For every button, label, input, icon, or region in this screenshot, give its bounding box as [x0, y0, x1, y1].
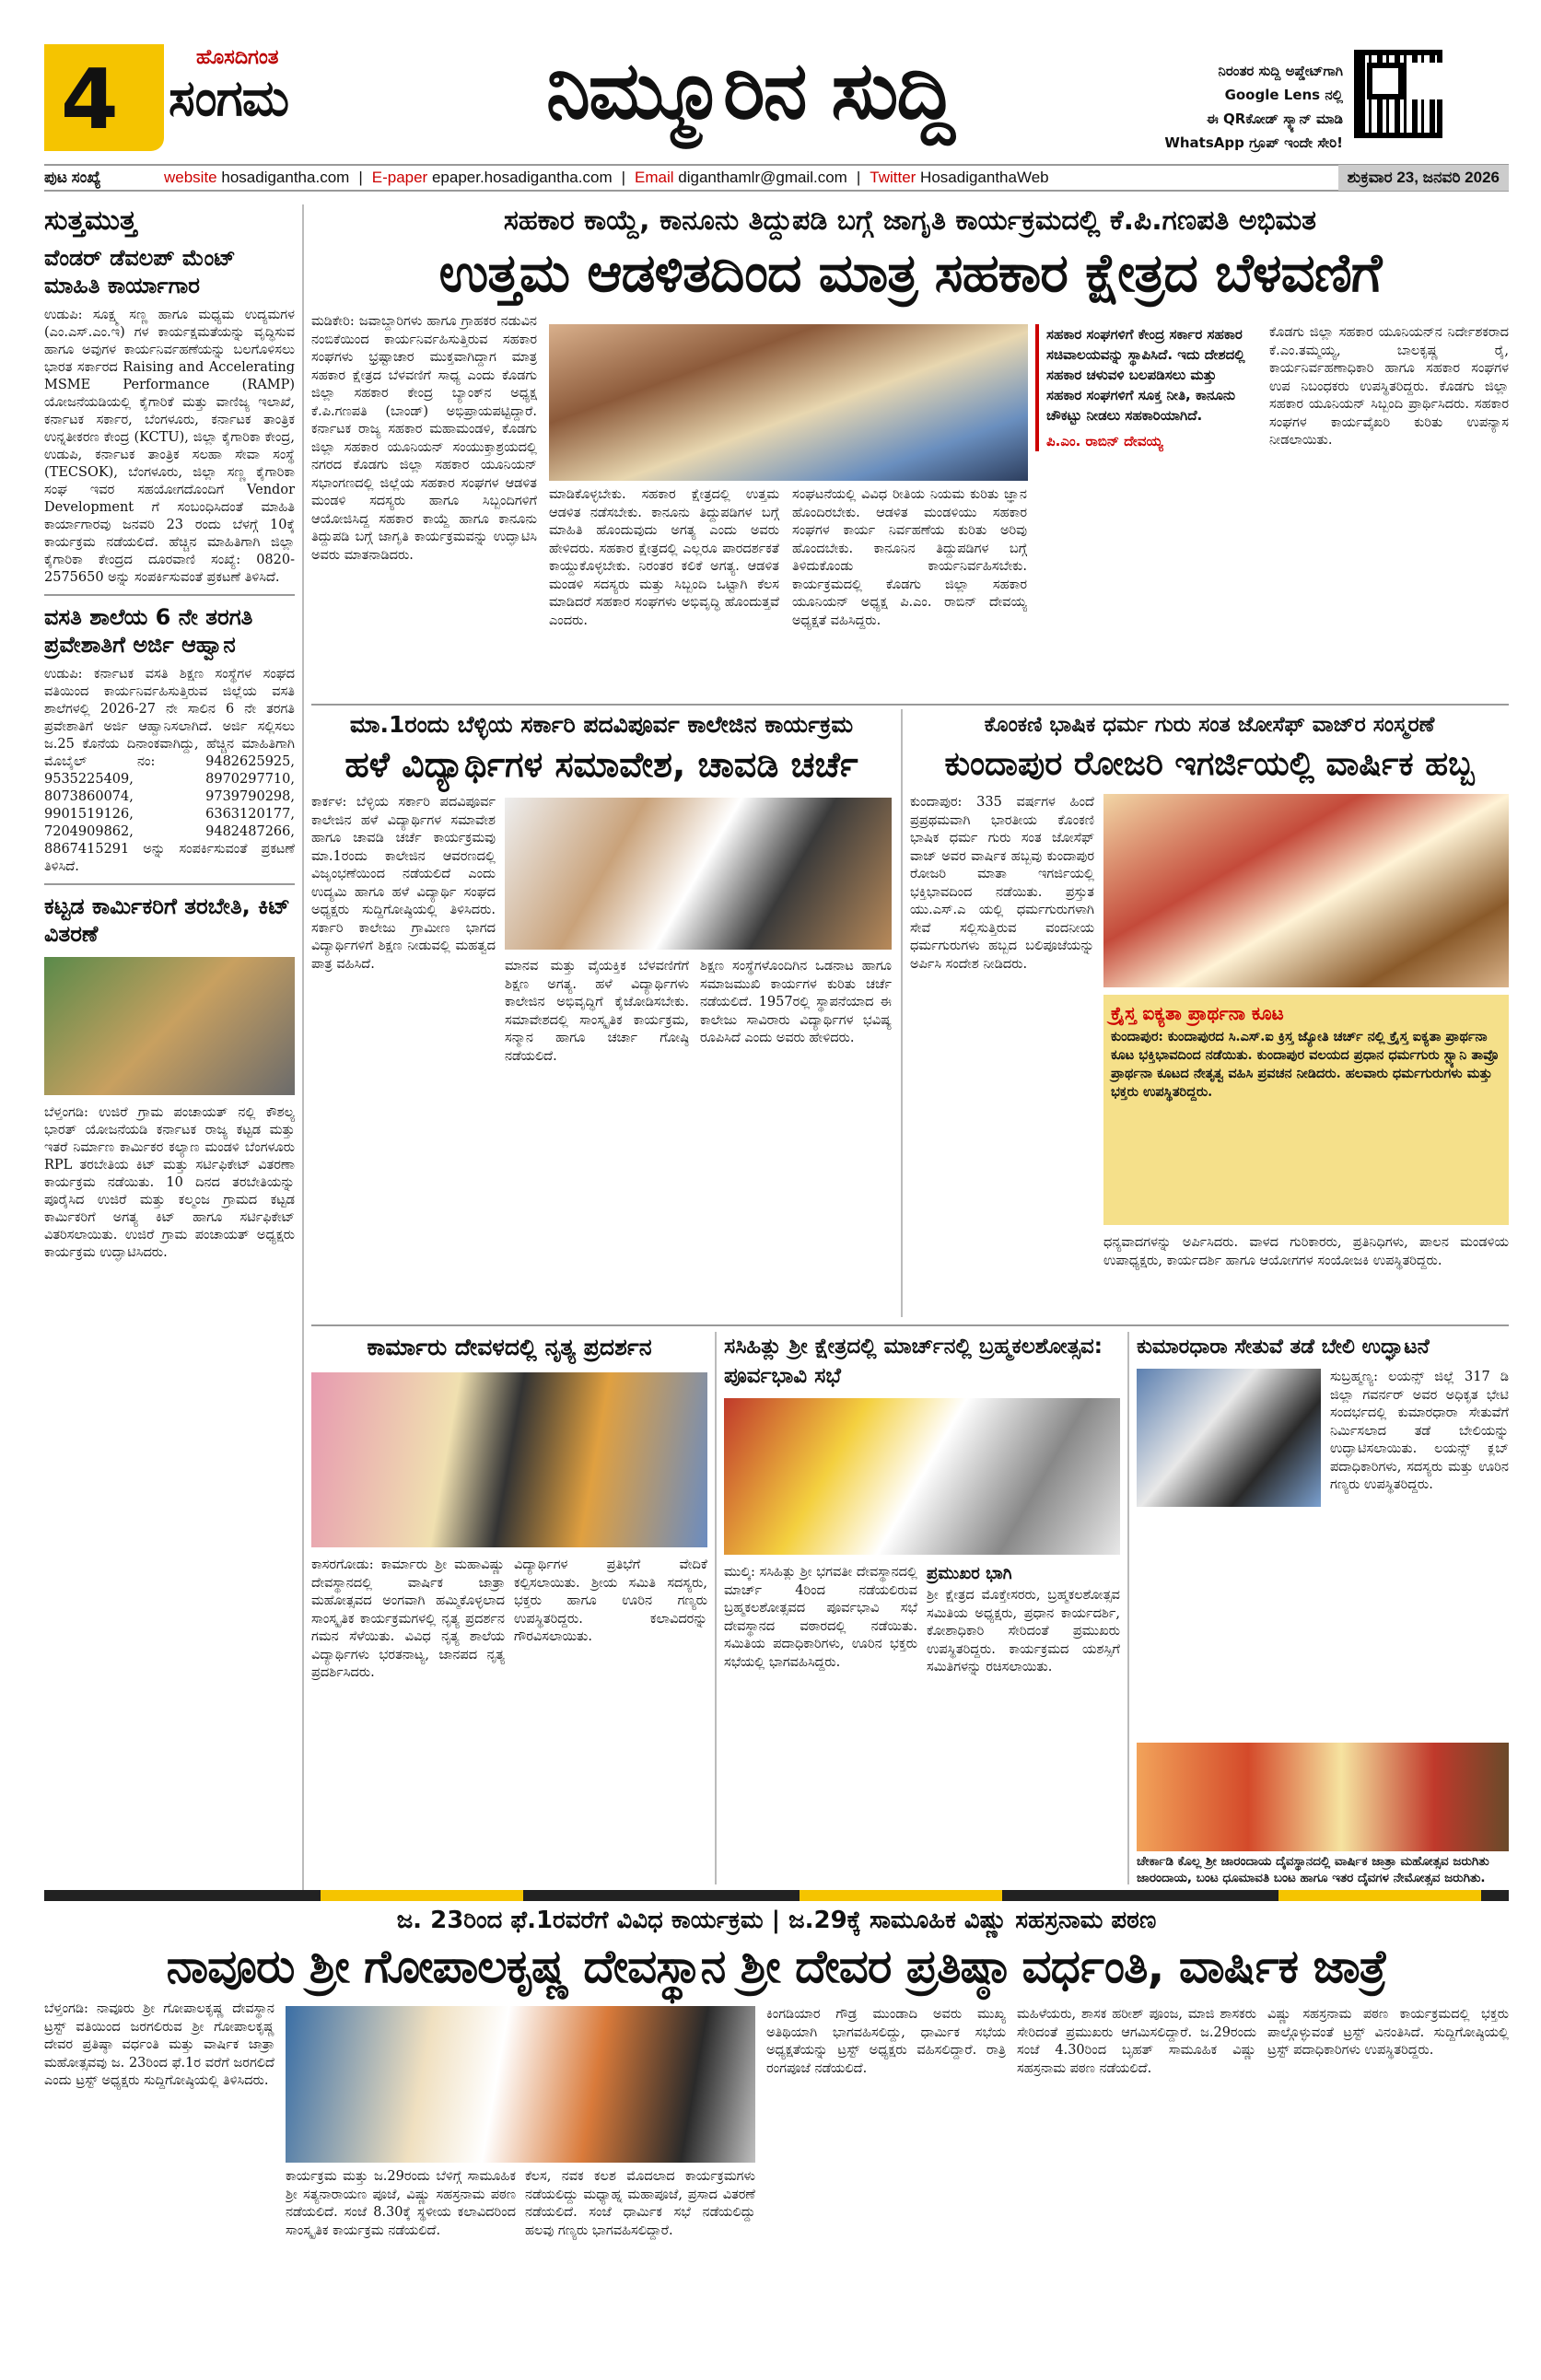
story-subsection — [927, 1564, 1120, 1882]
page-title: ನಿಮ್ಮೂರಿನ ಸುದ್ದಿ — [546, 44, 953, 137]
column-divider — [1127, 1332, 1129, 1884]
email-value: diganthamlr@gmail.com — [678, 169, 847, 186]
story-column: ಕೊಡಗು ಜಿಲ್ಲಾ ಸಹಕಾರ ಯೂನಿಯನ್‌ನ ನಿರ್ದೇಶಕರಾದ ಕೆ.ಎಂ.ತಮ್ಮಯ್ಯ, ಬಾಲಕೃಷ್ಣ ರೈ, ಕಾರ್ಯನಿರ್ವಹಣಾಧಿಕಾರಿ ಹಾಗೂ ಸಹಕಾರ ಸಂಘಗಳ ಉಪ ನಿಬಂಧಕರು ಉಪಸ್ಥಿತರಿದ್ದರು. ಕೊಡಗು ಜಿಲ್ಲಾ ಸಹಕಾರ ಯೂನಿಯನ್ ಸಿಬ್ಬಂದಿ ಪ್ರಾರ್ಥಿಸಿದರು. ಸಹಕಾರ ಸಂಘಗಳ ಕಾರ್ಯವೈಖರಿ ಕುರಿತು ಉಪನ್ಯಾಸ ನೀಡಲಾಯಿತು. — [1269, 325, 1509, 448]
brand-big: ಸಂಗಮ — [169, 69, 289, 127]
story-kicker: ಕೊಂಕಣಿ ಭಾಷಿಕ ಧರ್ಮ ಗುರು ಸಂತ ಜೋಸೆಫ್ ವಾಜ್‌ರ ಸಂಸ್ಮರಣೆ — [984, 713, 1435, 737]
quote-text: ಸಹಕಾರ ಸಂಘಗಳಿಗೆ ಕೇಂದ್ರ ಸರ್ಕಾರ ಸಹಕಾರ ಸಚಿವಾಲಯವನ್ನು ಸ್ಥಾಪಿಸಿದೆ. ಇದು ದೇಶದಲ್ಲಿ ಸಹಕಾರ ಚಳುವಳಿ ಬಲಪಡಿಸಲು ಮತ್ತು ಸಹಕಾರ ಸಂಘಗಳಿಗೆ ಸೂಕ್ತ ನೀತಿ, ಕಾನೂನು ಚೌಕಟ್ಟು ನೀಡಲು ಸಹಕಾರಿಯಾಗಿದೆ. — [1046, 326, 1245, 424]
masthead-header — [44, 44, 1509, 157]
story-kicker: ಕುಮಾರಧಾರಾ ಸೇತುವೆ ತಡೆ ಬೇಲಿ ಉದ್ಘಾಟನೆ — [1137, 1336, 1430, 1359]
twitter-value: HosadiganthaWeb — [920, 169, 1049, 186]
story-column: ಕಾಸರಗೋಡು: ಕಾರ್ಮಾರು ಶ್ರೀ ಮಹಾವಿಷ್ಣು ದೇವಸ್ಥಾನದಲ್ಲಿ ವಾರ್ಷಿಕ ಜಾತ್ರಾ ಮಹೋತ್ಸವದ ಅಂಗವಾಗಿ ಹಮ್ಮಿಕೊಳ್ಳಲಾದ ಸಾಂಸ್ಕೃತಿಕ ಕಾರ್ಯಕ್ರಮಗಳಲ್ಲಿ ನೃತ್ಯ ಪ್ರದರ್ಶನ ಗಮನ ಸೆಳೆಯಿತು. ವಿವಿಧ ನೃತ್ಯ ಶಾಲೆಯ ವಿದ್ಯಾರ್ಥಿಗಳು ಭರತನಾಟ್ಯ, ಜಾನಪದ ನೃತ್ಯ ಪ್ರದರ್ಶಿಸಿದರು. — [311, 1558, 505, 1680]
website-label: website — [164, 169, 217, 186]
story-column: ಮಾನವ ಮತ್ತು ವೈಯಕ್ತಿಕ ಬೆಳವಣಿಗೆಗೆ ಶಿಕ್ಷಣ ಅಗತ್ಯ. ಹಳೆ ವಿದ್ಯಾರ್ಥಿಗಳು ಕಾಲೇಜಿನ ಅಭಿವೃದ್ಧಿಗೆ ಕೈಜೋಡಿಸಬೇಕು. ಸಮಾವೇಶದಲ್ಲಿ ಸಾಂಸ್ಕೃತಿಕ ಕಾರ್ಯಕ್ರಮ, ಸನ್ಮಾನ ಹಾಗೂ ಚರ್ಚಾ ಗೋಷ್ಠಿ ನಡೆಯಲಿದೆ. — [505, 959, 689, 1064]
page-number: 4 — [61, 52, 119, 148]
epaper-label: E-paper — [371, 169, 428, 186]
news-photo — [311, 1372, 707, 1547]
column-divider — [715, 1332, 717, 1884]
info-box — [1103, 995, 1509, 1225]
qr-line: ಈ QRಕೋಡ್ ಸ್ಕ್ಯಾನ್ ಮಾಡಿ — [1206, 111, 1343, 127]
email-link[interactable] — [635, 169, 847, 187]
story-headline: ಹಳೆ ವಿದ್ಯಾರ್ಥಿಗಳ ಸಮಾವೇಶ, ಚಾವಡಿ ಚರ್ಚೆ — [344, 744, 858, 785]
sidebar-body: ಬೆಳ್ತಂಗಡಿ: ಉಜಿರೆ ಗ್ರಾಮ ಪಂಚಾಯತ್ ನಲ್ಲಿ ಕೌಶಲ್ಯ ಭಾರತ್ ಯೋಜನೆಯಡಿ ಕರ್ನಾಟಕ ರಾಜ್ಯ ಕಟ್ಟಡ ಮತ್ತು ಇತರೆ ನಿರ್ಮಾಣ ಕಾರ್ಮಿಕರ ಕಲ್ಯಾಣ ಮಂಡಳಿ ಬೆಂಗಳೂರು RPL ತರಬೇತಿಯ ಕಿಟ್ ಮತ್ತು ಸರ್ಟಿಫಿಕೇಟ್ ವಿತರಣಾ ಕಾರ್ಯಕ್ರಮ ನಡೆಯಿತು. 10 ದಿನದ ತರಬೇತಿಯನ್ನು ಪೂರೈಸಿದ ಉಜಿರೆ ಮತ್ತು ಕಲ್ಮಂಜ ಗ್ರಾಮದ ಕಟ್ಟಡ ಕಾರ್ಮಿಕರಿಗೆ ಅಗತ್ಯ ಕಿಟ್ ಹಾಗೂ ಸರ್ಟಿಫಿಕೇಟ್ ವಿತರಿಸಲಾಯಿತು. ಉಜಿರೆ ಗ್ರಾಮ ಪಂಚಾಯತ್ ಅಧ್ಯಕ್ಷರು ಕಾರ್ಯಕ್ರಮ ಉದ್ಘಾಟಿಸಿದರು. — [44, 1105, 295, 1260]
story-kicker: ಜ. 23ರಿಂದ ಫೆ.1ರವರೆಗೆ ವಿವಿಧ ಕಾರ್ಯಕ್ರಮ | ಜ.29ಕ್ಕೆ ಸಾಮೂಹಿಕ ವಿಷ್ಣು ಸಹಸ್ರನಾಮ ಪಠಣ — [396, 1907, 1157, 1934]
qr-code-icon[interactable] — [1354, 50, 1442, 138]
story-column: ಮುಲ್ಕಿ: ಸಸಿಹಿತ್ಲು ಶ್ರೀ ಭಗವತೀ ದೇವಸ್ಥಾನದಲ್ಲಿ ಮಾರ್ಚ್ 4ರಿಂದ ನಡೆಯಲಿರುವ ಬ್ರಹ್ಮಕಲಶೋತ್ಸವದ ಪೂರ್ವಭಾವಿ ಸಭೆ ದೇವಸ್ಥಾನದ ವಠಾರದಲ್ಲಿ ನಡೆಯಿತು. ಸಮಿತಿಯ ಪದಾಧಿಕಾರಿಗಳು, ಊರಿನ ಭಕ್ತರು ಸಭೆಯಲ್ಲಿ ಭಾಗವಹಿಸಿದ್ದರು. — [724, 1565, 917, 1670]
lead-story — [311, 203, 1509, 306]
sidebar-headline: ವಸತಿ ಶಾಲೆಯ 6 ನೇ ತರಗತಿ ಪ್ರವೇಶಾತಿಗೆ ಅರ್ಜಿ ಆಹ್ವಾನ — [44, 594, 295, 659]
epaper-link[interactable] — [372, 169, 613, 187]
story-column: ಸಂಘಟನೆಯಲ್ಲಿ ವಿವಿಧ ರೀತಿಯ ನಿಯಮ ಕುರಿತು ಜ್ಞಾನ ಹೊಂದಿರಬೇಕು. ಆಡಳಿತ ಮಂಡಳಿಯು ಸಹಕಾರ ಸಂಘಗಳ ಕಾರ್ಯ ನಿರ್ವಹಣೆಯ ಕುರಿತು ಅರಿವು ಹೊಂದಬೇಕು. ಕಾನೂನಿನ ತಿದ್ದುಪಡಿಗಳ ಬಗ್ಗೆ ತಿಳಿದುಕೊಂಡು ಕಾರ್ಯನಿರ್ವಹಿಸಬೇಕು. ಕಾರ್ಯಕ್ರಮದಲ್ಲಿ ಕೊಡಗು ಜಿಲ್ಲಾ ಸಹಕಾರ ಯೂನಿಯನ್ ಅಧ್ಯಕ್ಷ ಪಿ.ಎಂ. ರಾಬಿನ್ ದೇವಯ್ಯ ಅಧ್ಯಕ್ಷತೆ ವಹಿಸಿದ್ದರು. — [792, 487, 1027, 628]
story-headline: ಉತ್ತಮ ಆಡಳಿತದಿಂದ ಮಾತ್ರ ಸಹಕಾರ ಕ್ಷೇತ್ರದ ಬೆಳವಣಿಗೆ — [438, 241, 1382, 304]
info-bar — [44, 164, 1509, 192]
story-headline: ನಾವೂರು ಶ್ರೀ ಗೋಪಾಲಕೃಷ್ಣ ದೇವಸ್ಥಾನ ಶ್ರೀ ದೇವರ ಪ್ರತಿಷ್ಠಾ ವರ್ಧಂತಿ, ವಾರ್ಷಿಕ ಜಾತ್ರೆ — [166, 1940, 1387, 1993]
separator: | — [621, 169, 626, 186]
sidebar-body: ಉಡುಪಿ: ಕರ್ನಾಟಕ ವಸತಿ ಶಿಕ್ಷಣ ಸಂಸ್ಥೆಗಳ ಸಂಘದ ವತಿಯಿಂದ ಕಾರ್ಯನಿರ್ವಹಿಸುತ್ತಿರುವ ಜಿಲ್ಲೆಯ ವಸತಿ ಶಾಲೆಗಳಲ್ಲಿ 2026-27 ನೇ ಸಾಲಿನ 6 ನೇ ತರಗತಿ ಪ್ರವೇಶಾತಿಗೆ ಅರ್ಜಿ ಆಹ್ವಾನಿಸಲಾಗಿದೆ. ಅರ್ಜಿ ಸಲ್ಲಿಸಲು ಜ.25 ಕೊನೆಯ ದಿನಾಂಕವಾಗಿದ್ದು, ಹೆಚ್ಚಿನ ಮಾಹಿತಿಗಾಗಿ ಮೊಬೈಲ್ ನಂ: 9482625925, 9535225409, 8970297710, 8073860074, 9739790298, 9901519126, 6363120177, 7204909862, 9482487266, 8867415291 ಅನ್ನು ಸಂಪರ್ಕಿಸುವಂತೆ ಪ್ರಕಟಣೆ ತಿಳಿಸಿದೆ. — [44, 667, 295, 874]
website-value: hosadigantha.com — [221, 169, 350, 186]
bottom-story — [44, 1903, 1509, 1995]
divider — [311, 1324, 1509, 1326]
brand-small: ಹೊಸದಿಗಂತ — [196, 46, 279, 69]
news-photo — [1137, 1369, 1321, 1507]
story-column: ಮಾಡಿಕೊಳ್ಳಬೇಕು. ಸಹಕಾರ ಕ್ಷೇತ್ರದಲ್ಲಿ ಉತ್ತಮ ಆಡಳಿತ ನಡೆಸಬೇಕು. ಕಾನೂನು ತಿದ್ದುಪಡಿಗಳ ಬಗ್ಗೆ ಮಾಹಿತಿ ಹೊಂದುವುದು ಅಗತ್ಯ ಎಂದು ಅವರು ಹೇಳಿದರು. ಸಹಕಾರ ಕ್ಷೇತ್ರದಲ್ಲಿ ಎಲ್ಲರೂ ಪಾರದರ್ಶಕತೆ ಕಾಯ್ದುಕೊಳ್ಳಬೇಕು. ನಿರಂತರ ಕಲಿಕೆ ಅಗತ್ಯ. ಆಡಳಿತ ಮಂಡಳಿ ಸದಸ್ಯರು ಮತ್ತು ಸಿಬ್ಬಂದಿ ಒಟ್ಟಾಗಿ ಕೆಲಸ ಮಾಡಿದರೆ ಸಹಕಾರ ಸಂಘಗಳು ಅಭಿವೃದ್ಧಿ ಹೊಂದುತ್ತವೆ ಎಂದರು. — [549, 487, 779, 628]
photo-caption: ಚೇರ್ಕಾಡಿ ಕೊಲ್ಲ ಶ್ರೀ ಜಾರಂದಾಯ ದೈವಸ್ಥಾನದಲ್ಲಿ ವಾರ್ಷಿಕ ಜಾತ್ರಾ ಮಹೋತ್ಸವ ಜರುಗಿತು ಜಾರಂದಾಯ, ಬಂಟ ಧೂಮಾವತಿ ಬಂಟ ಹಾಗೂ ಇತರ ದೈವಗಳ ನೇಮೋತ್ಸವ ಜರುಗಿತು. — [1137, 1854, 1489, 1885]
story-column: ಕಾರ್ಕಳ: ಬೆಳ್ಳಿಯ ಸರ್ಕಾರಿ ಪದವಿಪೂರ್ವ ಕಾಲೇಜಿನ ಹಳೆ ವಿದ್ಯಾರ್ಥಿಗಳ ಸಮಾವೇಶ ಹಾಗೂ ಚಾವಡಿ ಚರ್ಚೆ ಕಾರ್ಯಕ್ರಮವು ಮಾ.1ರಂದು ಕಾಲೇಜಿನ ಆವರಣದಲ್ಲಿ ವಿಜೃಂಭಣೆಯಿಂದ ನಡೆಯಲಿದೆ ಎಂದು ಉದ್ಯಮಿ ಹಾಗೂ ಹಳೆ ವಿದ್ಯಾರ್ಥಿ ಸಂಘದ ಅಧ್ಯಕ್ಷರು ಸುದ್ದಿಗೋಷ್ಠಿಯಲ್ಲಿ ತಿಳಿಸಿದರು. ಸರ್ಕಾರಿ ಕಾಲೇಜು ಗ್ರಾಮೀಣ ಭಾಗದ ವಿದ್ಯಾರ್ಥಿಗಳಿಗೆ ಶಿಕ್ಷಣ ನೀಡುವಲ್ಲಿ ಮಹತ್ವದ ಪಾತ್ರ ವಹಿಸಿದೆ. — [311, 795, 496, 972]
twitter-link[interactable] — [870, 169, 1048, 187]
story-headline: ಕುಂದಾಪುರ ರೋಜರಿ ಇಗರ್ಜಿಯಲ್ಲಿ ವಾರ್ಷಿಕ ಹಬ್ಬ — [944, 745, 1475, 783]
brand-logo — [169, 46, 408, 153]
story-column — [1137, 1511, 1321, 1737]
story-column: ಮಹಿಳೆಯರು, ಶಾಸಕ ಹರೀಶ್ ಪೂಂಜ, ಮಾಜಿ ಶಾಸಕರು ಸೇರಿದಂತೆ ಪ್ರಮುಖರು ಆಗಮಿಸಲಿದ್ದಾರೆ. ಜ.29ರಂದು ಸಂಜೆ 4.30ರಿಂದ ಬೃಹತ್ ಸಾಮೂಹಿಕ ವಿಷ್ಣು ಸಹಸ್ರನಾಮ ಪಠಣ ನಡೆಯಲಿದೆ. — [1017, 2007, 1256, 2076]
issue-date: ಶುಕ್ರವಾರ 23, ಜನವರಿ 2026 — [1338, 165, 1509, 191]
story-column: ಕೆಲಸ, ನವಕ ಕಲಶ ಮೊದಲಾದ ಕಾರ್ಯಕ್ರಮಗಳು ನಡೆಯಲಿದ್ದು ಮಧ್ಯಾಹ್ನ ಮಹಾಪೂಜೆ, ಪ್ರಸಾದ ವಿತರಣೆ ನಡೆಯಲಿದೆ. ಸಂಜೆ ಧಾರ್ಮಿಕ ಸಭೆ ನಡೆಯಲಿದ್ದು ಹಲವು ಗಣ್ಯರು ಭಾಗವಹಿಸಲಿದ್ದಾರೆ. — [525, 2169, 755, 2238]
story-column: ಶ್ರೀ ಕ್ಷೇತ್ರದ ಮೊಕ್ತೇಸರರು, ಬ್ರಹ್ಮಕಲಶೋತ್ಸವ ಸಮಿತಿಯ ಅಧ್ಯಕ್ಷರು, ಪ್ರಧಾನ ಕಾರ್ಯದರ್ಶಿ, ಕೋಶಾಧಿಕಾರಿ ಸೇರಿದಂತೆ ಪ್ರಮುಖರು ಉಪಸ್ಥಿತರಿದ್ದರು. ಕಾರ್ಯಕ್ರಮದ ಯಶಸ್ಸಿಗೆ ಸಮಿತಿಗಳನ್ನು ರಚಿಸಲಾಯಿತು. — [927, 1588, 1120, 1674]
qr-line: ನಿರಂತರ ಸುದ್ದಿ ಅಪ್ಡೇಟ್‌ಗಾಗಿ — [1218, 63, 1343, 79]
sidebar-headline: ವೆಂಡರ್ ಡೆವಲಪ್ ಮೆಂಟ್ ಮಾಹಿತಿ ಕಾರ್ಯಾಗಾರ — [44, 245, 236, 298]
news-photo — [724, 1398, 1120, 1555]
section-band — [44, 1890, 1509, 1901]
box-title: ಕ್ರೈಸ್ತ ಐಕ್ಯತಾ ಪ್ರಾರ್ಥನಾ ಕೂಟ — [1111, 1002, 1284, 1024]
story-kicker: ಮಾ.1ರಂದು ಬೆಳ್ಳಿಯ ಸರ್ಕಾರಿ ಪದವಿಪೂರ್ವ ಕಾಲೇಜಿನ ಕಾರ್ಯಕ್ರಮ — [349, 711, 854, 738]
news-photo — [1137, 1743, 1509, 1851]
news-photo — [286, 2006, 755, 2163]
story-column: ವಿದ್ಯಾರ್ಥಿಗಳ ಪ್ರತಿಭೆಗೆ ವೇದಿಕೆ ಕಲ್ಪಿಸಲಾಯಿತು. ಶ್ರೀಯ ಸಮಿತಿ ಸದಸ್ಯರು, ಭಕ್ತರು ಹಾಗೂ ಊರಿನ ಗಣ್ಯರು ಉಪಸ್ಥಿತರಿದ್ದರು. ಕಲಾವಿದರನ್ನು ಗೌರವಿಸಲಾಯಿತು. — [514, 1558, 707, 1644]
box-body: ಕುಂದಾಪುರ: ಕುಂದಾಪುರದ ಸಿ.ಎಸ್.ಐ ಕ್ರಿಸ್ತ ಜ್ಯೋತಿ ಚರ್ಚ್ ನಲ್ಲಿ ಕ್ರೈಸ್ತ ಐಕ್ಯತಾ ಪ್ರಾರ್ಥನಾ ಕೂಟ ಭಕ್ತಿಭಾವದಿಂದ ನಡೆಯಿತು. ಕುಂದಾಪುರ ವಲಯದ ಪ್ರಧಾನ ಧರ್ಮಗುರು ಸ್ಟ್ಯಾನಿ ತಾವ್ರೊ ಪ್ರಾರ್ಥನಾ ಕೂಟದ ನೇತೃತ್ವ ವಹಿಸಿ ಪ್ರವಚನ ನೀಡಿದರು. ಹಲವಾರು ಧರ್ಮಗುರುಗಳು ಮತ್ತು ಭಕ್ತರು ಉಪಸ್ಥಿತರಿದ್ದರು. — [1111, 1029, 1499, 1100]
page-label: ಪುಟ ಸಂಖ್ಯೆ — [44, 169, 101, 186]
story-column: ಶಿಕ್ಷಣ ಸಂಸ್ಥೆಗಳೊಂದಿಗಿನ ಒಡನಾಟ ಹಾಗೂ ಸಮಾಜಮುಖಿ ಕಾರ್ಯಗಳ ಕುರಿತು ಚರ್ಚೆ ನಡೆಯಲಿದೆ. 1957ರಲ್ಲಿ ಸ್ಥಾಪನೆಯಾದ ಈ ಕಾಲೇಜು ಸಾವಿರಾರು ವಿದ್ಯಾರ್ಥಿಗಳ ಭವಿಷ್ಯ ರೂಪಿಸಿದೆ ಎಂದು ಅವರು ಹೇಳಿದರು. — [700, 959, 892, 1045]
news-photo — [44, 957, 295, 1095]
website-link[interactable] — [164, 169, 349, 187]
section-brand: ಸುತ್ತಮುತ್ತ — [44, 204, 137, 237]
column-divider — [302, 204, 304, 1890]
story-column: ಕಿಂಗಡಿಯಾರ ಗೌಡ್ರ ಮುಂಡಾದಿ ಅವರು ಮುಖ್ಯ ಅತಿಥಿಯಾಗಿ ಭಾಗವಹಿಸಲಿದ್ದು, ಧಾರ್ಮಿಕ ಸಭೆಯ ಅಧ್ಯಕ್ಷತೆಯನ್ನು ಟ್ರಸ್ಟ್ ಅಧ್ಯಕ್ಷರು ವಹಿಸಲಿದ್ದಾರೆ. ರಾತ್ರಿ ರಂಗಪೂಜೆ ನಡೆಯಲಿದೆ. — [766, 2007, 1006, 2076]
email-label: Email — [635, 169, 674, 186]
story-column: ವಿಷ್ಣು ಸಹಸ್ರನಾಮ ಪಠಣ ಕಾರ್ಯಕ್ರಮದಲ್ಲಿ ಭಕ್ತರು ಪಾಲ್ಗೊಳ್ಳುವಂತೆ ಟ್ರಸ್ಟ್ ವಿನಂತಿಸಿದೆ. ಸುದ್ದಿಗೋಷ್ಠಿಯಲ್ಲಿ ಟ್ರಸ್ಟ್ ಪದಾಧಿಕಾರಿಗಳು ಉಪಸ್ಥಿತರಿದ್ದರು. — [1267, 2007, 1509, 2058]
news-photo — [549, 324, 1028, 481]
quote-author: ಪಿ.ಎಂ. ರಾಬಿನ್ ದೇವಯ್ಯ — [1046, 433, 1163, 449]
epaper-value: epaper.hosadigantha.com — [431, 169, 613, 186]
qr-line: Google Lens ನಲ್ಲಿ — [1224, 87, 1343, 103]
story-column: ಮಡಿಕೇರಿ: ಜವಾಬ್ದಾರಿಗಳು ಹಾಗೂ ಗ್ರಾಹಕರ ನಡುವಿನ ನಂಬಿಕೆಯಿಂದ ಕಾರ್ಯನಿರ್ವಹಿಸುತ್ತಿರುವ ಸಹಕಾರ ಸಂಘಗಳು ಭ್ರಷ್ಟಾಚಾರ ಮುಕ್ತವಾಗಿದ್ದಾಗ ಮಾತ್ರ ಸಹಕಾರ ಕ್ಷೇತ್ರದ ಬೆಳವಣಿಗೆ ಸಾಧ್ಯ ಎಂದು ಕೊಡಗು ಜಿಲ್ಲಾ ಸಹಕಾರ ಕೇಂದ್ರ ಬ್ಯಾಂಕ್‌ನ ಅಧ್ಯಕ್ಷ ಕೆ.ಪಿ.ಗಣಪತಿ (ಬಾಂಡ್) ಅಭಿಪ್ರಾಯಪಟ್ಟಿದ್ದಾರೆ. ಕರ್ನಾಟಕ ರಾಜ್ಯ ಸಹಕಾರ ಮಹಾಮಂಡಳಿ, ಕೊಡಗು ಜಿಲ್ಲಾ ಸಹಕಾರ ಯೂನಿಯನ್ ಸಂಯುಕ್ತಾಶ್ರಯದಲ್ಲಿ ನಗರದ ಕೊಡಗು ಜಿಲ್ಲಾ ಸಹಕಾರ ಯೂನಿಯನ್ ಸಭಾಂಗಣದಲ್ಲಿ ಜಿಲ್ಲೆಯ ಸಹಕಾರ ಸಂಘಗಳ ಆಡಳಿತ ಮಂಡಳಿ ಸದಸ್ಯರು ಹಾಗೂ ಸಿಬ್ಬಂದಿಗಳಿಗೆ ಆಯೋಜಿಸಿದ್ದ ಸಹಕಾರ ಕಾಯ್ದೆ ಹಾಗೂ ಕಾನೂನು ತಿದ್ದುಪಡಿ ಬಗ್ಗೆ ಜಾಗೃತಿ ಕಾರ್ಯಕ್ರಮವನ್ನು ಉದ್ಘಾಟಿಸಿ ಅವರು ಮಾತನಾಡಿದರು. — [311, 314, 537, 563]
pull-quote — [1035, 324, 1256, 451]
story-column: ಕಾರ್ಯಕ್ರಮ ಮತ್ತು ಜ.29ರಂದು ಬೆಳಿಗ್ಗೆ ಸಾಮೂಹಿಕ ಶ್ರೀ ಸತ್ಯನಾರಾಯಣ ಪೂಜೆ, ವಿಷ್ಣು ಸಹಸ್ರನಾಮ ಪಠಣ ನಡೆಯಲಿದೆ. ಸಂಜೆ 8.30ಕ್ಕೆ ಸ್ಥಳೀಯ ಕಲಾವಿದರಿಂದ ಸಾಂಸ್ಕೃತಿಕ ಕಾರ್ಯಕ್ರಮ ನಡೆಯಲಿದೆ. — [286, 2169, 516, 2238]
story-subhead: ಪ್ರಮುಖರ ಭಾಗಿ — [927, 1564, 1012, 1583]
news-photo — [1103, 794, 1509, 987]
divider — [311, 704, 1509, 706]
sidebar-headline: ಕಟ್ಟಡ ಕಾರ್ಮಿಕರಿಗೆ ತರಬೇತಿ, ಕಿಟ್ ವಿತರಣೆ — [44, 883, 295, 948]
story-kicker: ಸಹಕಾರ ಕಾಯ್ದೆ, ಕಾನೂನು ತಿದ್ದುಪಡಿ ಬಗ್ಗೆ ಜಾಗೃತಿ ಕಾರ್ಯಕ್ರಮದಲ್ಲಿ ಕೆ.ಪಿ.ಗಣಪತಿ ಅಭಿಮತ — [503, 204, 1317, 237]
separator: | — [856, 169, 861, 186]
story-column: ಧನ್ಯವಾದಗಳನ್ನು ಅರ್ಪಿಸಿದರು. ವಾಳದ ಗುರಿಕಾರರು, ಪ್ರತಿನಿಧಿಗಳು, ಪಾಲನ ಮಂಡಳಿಯ ಉಪಾಧ್ಯಕ್ಷರು, ಕಾರ್ಯದರ್ಶಿ ಹಾಗೂ ಆಯೋಗಗಳ ಸಂಯೋಜಕಿ ಉಪಸ್ಥಿತರಿದ್ದರು. — [1103, 1235, 1509, 1268]
sidebar-column — [44, 204, 295, 1890]
qr-instructions — [1076, 59, 1343, 155]
story-kicker: ಕಾರ್ಮಾರು ದೇವಳದಲ್ಲಿ ನೃತ್ಯ ಪ್ರದರ್ಶನ — [367, 1334, 652, 1360]
story-column: ಬೆಳ್ತಂಗಡಿ: ನಾವೂರು ಶ್ರೀ ಗೋಪಾಲಕೃಷ್ಣ ದೇವಸ್ಥಾನ ಟ್ರಸ್ಟ್ ವತಿಯಿಂದ ಜರಗಲಿರುವ ಶ್ರೀ ಗೋಪಾಲಕೃಷ್ಣ ದೇವರ ಪ್ರತಿಷ್ಠಾ ವರ್ಧಂತಿ ಮತ್ತು ವಾರ್ಷಿಕ ಜಾತ್ರಾ ಮಹೋತ್ಸವವು ಜ. 23ರಿಂದ ಫೆ.1ರ ವರೆಗೆ ಜರಗಲಿದೆ ಎಂದು ಟ್ರಸ್ಟ್ ಅಧ್ಯಕ್ಷರು ಸುದ್ದಿಗೋಷ್ಠಿಯಲ್ಲಿ ತಿಳಿಸಿದರು. — [44, 2001, 274, 2088]
page-number-box — [44, 44, 164, 151]
story-kicker: ಸಸಿಹಿತ್ಲು ಶ್ರೀ ಕ್ಷೇತ್ರದಲ್ಲಿ ಮಾರ್ಚ್‌ನಲ್ಲಿ ಬ್ರಹ್ಮಕಲಶೋತ್ಸವ: ಪೂರ್ವಭಾವಿ ಸಭೆ — [724, 1335, 1103, 1388]
story-column: ಸುಬ್ರಹ್ಮಣ್ಯ: ಲಯನ್ಸ್ ಜಿಲ್ಲೆ 317 ಡಿ ಜಿಲ್ಲಾ ಗವರ್ನರ್ ಅವರ ಅಧಿಕೃತ ಭೇಟಿ ಸಂದರ್ಭದಲ್ಲಿ ಕುಮಾರಧಾರಾ ಸೇತುವೆಗೆ ನಿರ್ಮಿಸಲಾದ ತಡೆ ಬೇಲಿಯನ್ನು ಉದ್ಘಾಟಿಸಲಾಯಿತು. ಲಯನ್ಸ್ ಕ್ಲಬ್ ಪದಾಧಿಕಾರಿಗಳು, ಸದಸ್ಯರು ಮತ್ತು ಊರಿನ ಗಣ್ಯರು ಉಪಸ್ಥಿತರಿದ್ದರು. — [1330, 1370, 1509, 1492]
twitter-label: Twitter — [870, 169, 916, 186]
news-photo — [505, 798, 892, 950]
sidebar-body: ಉಡುಪಿ: ಸೂಕ್ಷ್ಮ ಸಣ್ಣ ಹಾಗೂ ಮಧ್ಯಮ ಉದ್ಯಮಗಳ (ಎಂ.ಎಸ್.ಎಂ.ಇ) ಗಳ ಕಾರ್ಯಕ್ಷಮತೆಯನ್ನು ವೃದ್ಧಿಸುವ ಹಾಗೂ ಅವುಗಳ ಕಾರ್ಯನಿರ್ವಹಣೆಯನ್ನು ಬಲಗೊಳಿಸಲು ಭಾರತ ಸರ್ಕಾರದ Raising and Accelerating MSME Performance (RAMP) ಯೋಜನೆಯಡಿಯಲ್ಲಿ ಕೈಗಾರಿಕೆ ಮತ್ತು ವಾಣಿಜ್ಯ ಇಲಾಖೆ, ಕರ್ನಾಟಕ ಸರ್ಕಾರ, ಬೆಂಗಳೂರು, ಕರ್ನಾಟಕ ತಾಂತ್ರಿಕ ಉನ್ನತೀಕರಣ ಕೇಂದ್ರ (KCTU), ಜಿಲ್ಲಾ ಕೈಗಾರಿಕಾ ಕೇಂದ್ರ, ಉಡುಪಿ, ಕರ್ನಾಟಕ ತಾಂತ್ರಿಕ ಸಲಹಾ ಸೇವಾ ಸಂಸ್ಥೆ (TECSOK), ಬೆಂಗಳೂರು, ಜಿಲ್ಲಾ ಸಣ್ಣ ಕೈಗಾರಿಕಾ ಸಂಘ ಇವರ ಸಹಯೋಗದೊಂದಿಗೆ Vendor Development ಗೆ ಸಂಬಂಧಿಸಿದಂತೆ ಮಾಹಿತಿ ಕಾರ್ಯಾಗಾರವು ಜನವರಿ 23 ರಂದು ಬೆಳಗ್ಗೆ 10ಕ್ಕೆ ಕಾರ್ಯಕ್ರಮ ನಡೆಯಲಿದೆ. ಹೆಚ್ಚಿನ ಮಾಹಿತಿಗಾಗಿ ಜಿಲ್ಲಾ ಕೈಗಾರಿಕಾ ಕೇಂದ್ರದ ದೂರವಾಣಿ ಸಂಖ್ಯೆ: 0820-2575650 ಅನ್ನು ಸಂಪರ್ಕಿಸುವಂತೆ ಪ್ರಕಟಣೆ ತಿಳಿಸಿದೆ. — [44, 308, 295, 585]
story-column: ಕುಂದಾಪುರ: 335 ವರ್ಷಗಳ ಹಿಂದೆ ಪ್ರಪ್ರಥಮವಾಗಿ ಭಾರತೀಯ ಕೊಂಕಣಿ ಭಾಷಿಕ ಧರ್ಮ ಗುರು ಸಂತ ಜೋಸೆಫ್ ವಾಜ್ ಅವರ ವಾರ್ಷಿಕ ಹಬ್ಬವು ಕುಂದಾಪುರ ರೋಜರಿ ಮಾತಾ ಇಗರ್ಜಿಯಲ್ಲಿ ಭಕ್ತಿಭಾವದಿಂದ ನಡೆಯಿತು. ಪ್ರಸ್ತುತ ಯು.ಎಸ್.ಎ ಯಲ್ಲಿ ಧರ್ಮಗುರುಗಳಾಗಿ ಸೇವೆ ಸಲ್ಲಿಸುತ್ತಿರುವ ವಂದನೀಯ ಧರ್ಮಗುರುಗಳು ಹಬ್ಬದ ಬಲಿಪೂಜೆಯನ್ನು ಅರ್ಪಿಸಿ ಸಂದೇಶ ನೀಡಿದರು. — [910, 795, 1094, 972]
separator: | — [358, 169, 363, 186]
column-divider — [901, 709, 903, 1317]
qr-line: WhatsApp ಗ್ರೂಪ್ ಇಂದೇ ಸೇರಿ! — [1164, 134, 1343, 151]
